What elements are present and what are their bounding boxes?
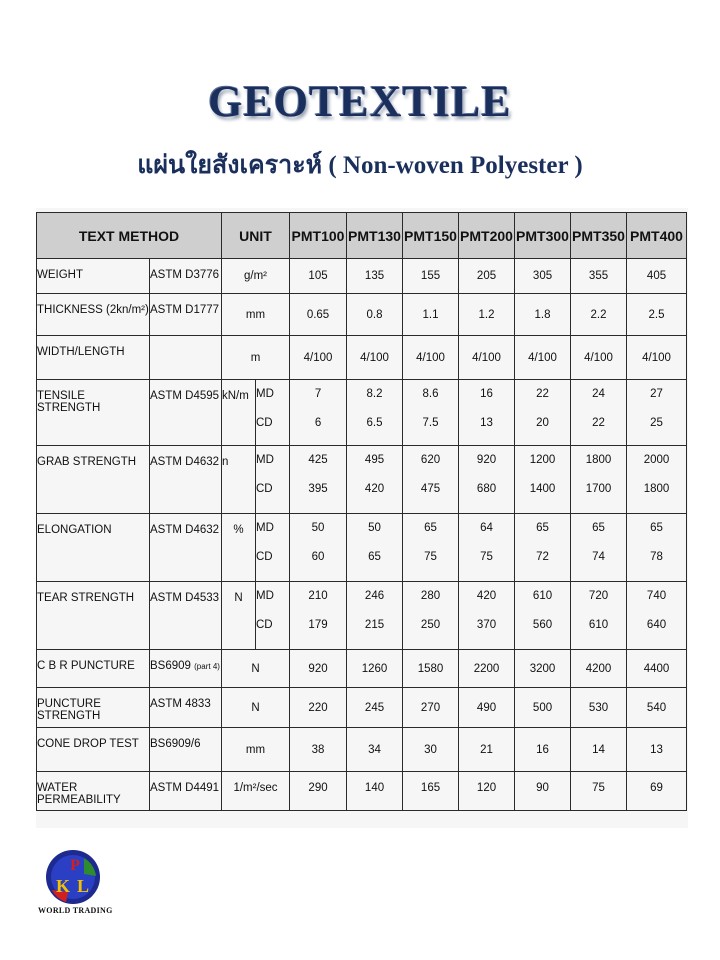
direction-md: MD — [256, 522, 274, 534]
cd-value: 475 — [420, 483, 441, 495]
unit: mm — [222, 294, 290, 336]
property-name: TEAR STRENGTH — [37, 582, 150, 650]
standard — [150, 336, 222, 380]
md-value: 16 — [480, 388, 493, 400]
unit: % — [222, 514, 256, 582]
value-cell — [403, 380, 459, 446]
md-value: 495 — [364, 454, 385, 466]
header-method: TEXT METHOD — [37, 213, 222, 259]
property-name: WEIGHT — [37, 259, 150, 294]
value-cell — [627, 582, 687, 650]
pkl-logo — [44, 848, 102, 906]
property-name: TENSILE STRENGTH — [37, 380, 150, 446]
value-cell: 21 — [459, 728, 515, 772]
unit: g/m² — [222, 259, 290, 294]
value-cell: 155 — [403, 259, 459, 294]
logo-letter-k: K — [55, 876, 71, 896]
table-row-weight — [37, 259, 687, 294]
cd-value: 215 — [364, 619, 385, 631]
value-cell — [347, 380, 403, 446]
header-product: PMT100 — [290, 213, 347, 259]
value-cell: 205 — [459, 259, 515, 294]
direction-md: MD — [256, 590, 274, 602]
value-cell — [347, 514, 403, 582]
page-subtitle: แผ่นใยสังเคราะห์ ( Non-woven Polyester ) — [137, 152, 583, 179]
value-cell: 4/100 — [459, 336, 515, 380]
direction-labels — [256, 380, 290, 446]
cd-value: 560 — [532, 619, 553, 631]
standard: ASTM D4595 — [150, 380, 222, 446]
spec-table — [36, 212, 687, 811]
md-value: 22 — [536, 388, 549, 400]
value-cell: 500 — [515, 688, 571, 728]
value-cell — [459, 582, 515, 650]
value-cell: 30 — [403, 728, 459, 772]
cd-value: 65 — [368, 551, 381, 563]
value-cell — [627, 514, 687, 582]
md-value: 720 — [588, 590, 609, 602]
cd-value: 6 — [314, 417, 322, 429]
property-name: THICKNESS (2kn/m²) — [37, 294, 150, 336]
logo-letter-p: P — [70, 857, 80, 874]
standard: ASTM D4533 — [150, 582, 222, 650]
table-row-cone-drop — [37, 728, 687, 772]
value-cell: 245 — [347, 688, 403, 728]
cd-value: 75 — [424, 551, 437, 563]
value-cell — [571, 514, 627, 582]
cd-value: 75 — [480, 551, 493, 563]
value-cell: 0.65 — [290, 294, 347, 336]
table-row-elongation — [37, 514, 687, 582]
standard: BS6909/6 — [150, 728, 222, 772]
cd-value: 1800 — [643, 483, 670, 495]
value-cell: 290 — [290, 772, 347, 811]
value-cell — [290, 514, 347, 582]
standard: ASTM D4632 — [150, 446, 222, 514]
value-cell: 530 — [571, 688, 627, 728]
value-cell: 69 — [627, 772, 687, 811]
md-value: 65 — [592, 522, 605, 534]
direction-cd: CD — [256, 483, 273, 495]
unit: m — [222, 336, 290, 380]
cd-value: 20 — [536, 417, 549, 429]
md-value: 50 — [368, 522, 381, 534]
value-cell: 4/100 — [290, 336, 347, 380]
value-cell — [515, 446, 571, 514]
property-name: WATER PERMEABILITY — [37, 772, 150, 811]
value-cell: 2.5 — [627, 294, 687, 336]
property-name: CONE DROP TEST — [37, 728, 150, 772]
table-row-tear — [37, 582, 687, 650]
table-row-cbr-puncture — [37, 650, 687, 688]
header-unit: UNIT — [222, 213, 290, 259]
cd-value: 72 — [536, 551, 549, 563]
value-cell: 38 — [290, 728, 347, 772]
direction-labels — [256, 514, 290, 582]
standard: ASTM D3776 — [150, 259, 222, 294]
property-name: ELONGATION — [37, 514, 150, 582]
value-cell — [459, 514, 515, 582]
value-cell: 135 — [347, 259, 403, 294]
cd-value: 6.5 — [366, 417, 383, 429]
value-cell: 1.2 — [459, 294, 515, 336]
direction-md: MD — [256, 388, 274, 400]
value-cell: 105 — [290, 259, 347, 294]
value-cell: 75 — [571, 772, 627, 811]
value-cell — [515, 514, 571, 582]
value-cell: 1.1 — [403, 294, 459, 336]
value-cell: 4/100 — [627, 336, 687, 380]
property-name: WIDTH/LENGTH — [37, 336, 150, 380]
cd-value: 250 — [420, 619, 441, 631]
table-row-tensile — [37, 380, 687, 446]
md-value: 420 — [476, 590, 497, 602]
unit: n — [222, 446, 256, 514]
value-cell — [571, 446, 627, 514]
unit: N — [222, 582, 256, 650]
value-cell: 1580 — [403, 650, 459, 688]
direction-labels — [256, 582, 290, 650]
value-cell: 305 — [515, 259, 571, 294]
table-row-thickness — [37, 294, 687, 336]
cd-value: 680 — [476, 483, 497, 495]
value-cell — [403, 514, 459, 582]
header-row — [37, 213, 687, 259]
cd-value: 1400 — [529, 483, 556, 495]
cd-value: 60 — [311, 551, 325, 563]
md-value: 246 — [364, 590, 385, 602]
value-cell: 2200 — [459, 650, 515, 688]
header-product: PMT350 — [571, 213, 627, 259]
md-value: 620 — [420, 454, 441, 466]
value-cell: 405 — [627, 259, 687, 294]
value-cell — [515, 582, 571, 650]
direction-cd: CD — [256, 417, 273, 429]
cd-value: 13 — [480, 417, 493, 429]
md-value: 50 — [311, 522, 325, 534]
value-cell — [403, 446, 459, 514]
standard — [150, 650, 222, 688]
logo-letter-l: L — [76, 876, 90, 896]
value-cell: 4/100 — [347, 336, 403, 380]
value-cell: 4/100 — [515, 336, 571, 380]
value-cell: 4/100 — [403, 336, 459, 380]
value-cell — [627, 380, 687, 446]
table-row-water-permeability — [37, 772, 687, 811]
standard: ASTM 4833 — [150, 688, 222, 728]
value-cell: 90 — [515, 772, 571, 811]
value-cell: 270 — [403, 688, 459, 728]
direction-cd: CD — [256, 551, 273, 563]
value-cell: 540 — [627, 688, 687, 728]
standard-note: (part 4) — [194, 662, 220, 671]
value-cell: 4400 — [627, 650, 687, 688]
cd-value: 610 — [588, 619, 609, 631]
standard: ASTM D4491 — [150, 772, 222, 811]
header-product: PMT200 — [459, 213, 515, 259]
md-value: 920 — [476, 454, 497, 466]
cd-value: 7.5 — [422, 417, 439, 429]
value-cell: 140 — [347, 772, 403, 811]
direction-md: MD — [256, 454, 274, 466]
cd-value: 22 — [592, 417, 605, 429]
page-title: GEOTEXTILE — [208, 77, 512, 126]
value-cell: 34 — [347, 728, 403, 772]
property-name: PUNCTURE STRENGTH — [37, 688, 150, 728]
md-value: 280 — [420, 590, 441, 602]
value-cell: 165 — [403, 772, 459, 811]
table-row-grab — [37, 446, 687, 514]
direction-labels — [256, 446, 290, 514]
value-cell: 13 — [627, 728, 687, 772]
value-cell: 4/100 — [571, 336, 627, 380]
md-value: 7 — [314, 388, 322, 400]
value-cell — [290, 380, 347, 446]
value-cell — [571, 380, 627, 446]
table-row-puncture — [37, 688, 687, 728]
value-cell: 0.8 — [347, 294, 403, 336]
logo-caption: WORLD TRADING — [38, 906, 113, 915]
unit: N — [222, 650, 290, 688]
value-cell — [347, 582, 403, 650]
value-cell: 14 — [571, 728, 627, 772]
standard: ASTM D4632 — [150, 514, 222, 582]
standard-code: BS6909 — [150, 660, 191, 672]
cd-value: 179 — [308, 619, 328, 631]
cd-value: 370 — [476, 619, 497, 631]
value-cell: 16 — [515, 728, 571, 772]
md-value: 27 — [650, 388, 663, 400]
md-value: 65 — [424, 522, 437, 534]
cd-value: 78 — [650, 551, 663, 563]
value-cell: 1.8 — [515, 294, 571, 336]
header-product: PMT300 — [515, 213, 571, 259]
value-cell: 2.2 — [571, 294, 627, 336]
md-value: 210 — [308, 590, 328, 602]
value-cell — [571, 582, 627, 650]
value-cell — [403, 582, 459, 650]
md-value: 1800 — [585, 454, 612, 466]
unit: mm — [222, 728, 290, 772]
cd-value: 640 — [646, 619, 667, 631]
md-value: 65 — [650, 522, 663, 534]
md-value: 740 — [646, 590, 667, 602]
md-value: 8.2 — [366, 388, 383, 400]
value-cell — [459, 380, 515, 446]
md-value: 2000 — [643, 454, 670, 466]
header-product: PMT150 — [403, 213, 459, 259]
cd-value: 1700 — [585, 483, 612, 495]
md-value: 65 — [536, 522, 549, 534]
md-value: 425 — [308, 454, 328, 466]
unit: N — [222, 688, 290, 728]
unit: 1/m²/sec — [222, 772, 290, 811]
md-value: 610 — [532, 590, 553, 602]
direction-cd: CD — [256, 619, 273, 631]
value-cell — [515, 380, 571, 446]
unit: kN/m — [222, 380, 256, 446]
value-cell — [347, 446, 403, 514]
md-value: 8.6 — [422, 388, 439, 400]
cd-value: 25 — [650, 417, 663, 429]
value-cell: 220 — [290, 688, 347, 728]
value-cell — [627, 446, 687, 514]
cd-value: 74 — [592, 551, 605, 563]
value-cell: 1260 — [347, 650, 403, 688]
table-row-width-length — [37, 336, 687, 380]
value-cell — [459, 446, 515, 514]
value-cell — [290, 582, 347, 650]
standard: ASTM D1777 — [150, 294, 222, 336]
md-value: 64 — [480, 522, 493, 534]
md-value: 24 — [592, 388, 605, 400]
value-cell: 4200 — [571, 650, 627, 688]
value-cell: 920 — [290, 650, 347, 688]
value-cell: 120 — [459, 772, 515, 811]
cd-value: 420 — [364, 483, 385, 495]
md-value: 1200 — [529, 454, 556, 466]
value-cell: 3200 — [515, 650, 571, 688]
property-name: GRAB STRENGTH — [37, 446, 150, 514]
value-cell — [290, 446, 347, 514]
cd-value: 395 — [308, 483, 328, 495]
value-cell: 490 — [459, 688, 515, 728]
value-cell: 355 — [571, 259, 627, 294]
header-product: PMT400 — [627, 213, 687, 259]
header-product: PMT130 — [347, 213, 403, 259]
property-name: C B R PUNCTURE — [37, 650, 150, 688]
